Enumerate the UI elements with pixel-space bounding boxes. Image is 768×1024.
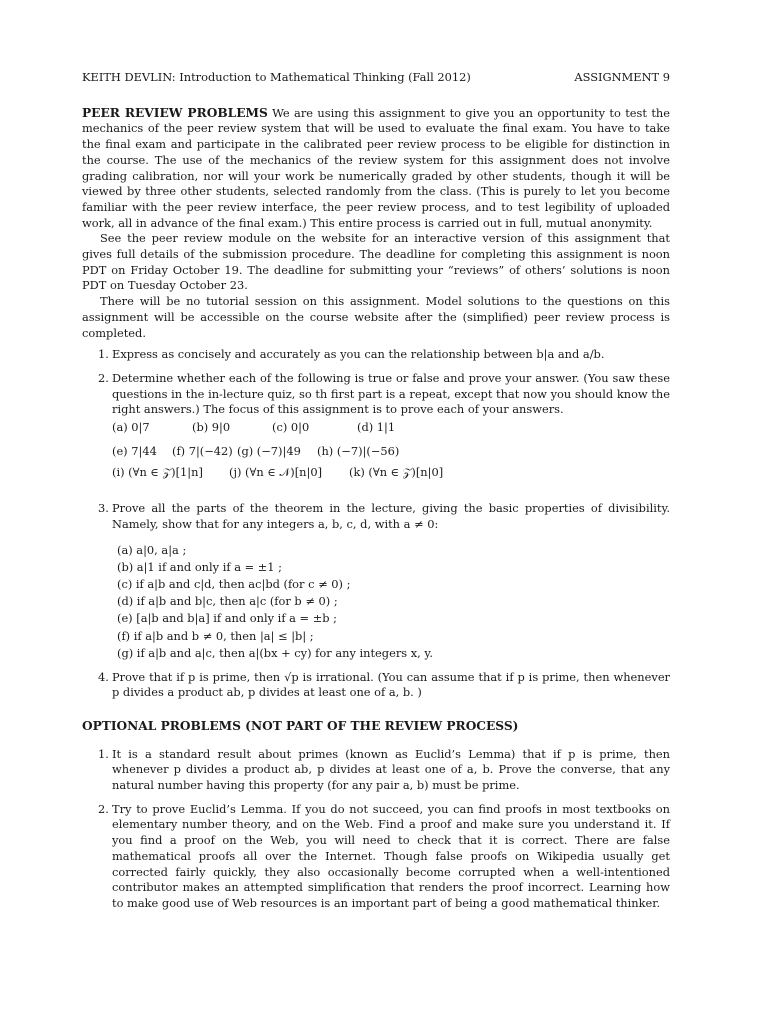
part-j: (j) (∀n ∈ 𝒩)[n|0] xyxy=(229,465,323,480)
problem-number: 1. xyxy=(98,347,109,362)
problem-2-row-3 xyxy=(112,465,670,481)
part-b: (b) 9|0 xyxy=(192,420,231,435)
problem-1 xyxy=(82,347,670,363)
optional-problem-list xyxy=(82,747,670,912)
part-f: (f) if a|b and b ≠ 0, then |a| ≤ |b| ; xyxy=(117,628,314,643)
part-i: (i) (∀n ∈ 𝒵)[1|n] xyxy=(112,465,203,480)
intro-paragraph-2: See the peer review module on the website for an interactive version of this assignment that gives full details of the submission procedure. The deadline for completing this assignment is noon PDT on Friday October 19. The deadline for submitting your “reviews” of others’ solutions is noon PDT on Tuesday October 23. xyxy=(82,231,670,293)
problem-2-row-1 xyxy=(112,420,670,436)
problem-number: 4. xyxy=(98,669,109,684)
problem-number: 3. xyxy=(98,501,109,516)
section-title-optional: OPTIONAL PROBLEMS (NOT PART OF THE REVIEW PROCESS) xyxy=(82,718,519,733)
section-title-peer-review: PEER REVIEW PROBLEMS xyxy=(82,105,268,120)
problem-1-text: Express as concisely and accurately as you can the relationship between b|a and a/b. xyxy=(112,347,605,362)
header-course-title: KEITH DEVLIN: Introduction to Mathematical Thinking (Fall 2012) xyxy=(82,70,471,84)
part-b: (b) a|1 if and only if a = ±1 ; xyxy=(117,559,283,574)
problem-number: 2. xyxy=(98,801,109,816)
part-c: (c) 0|0 xyxy=(272,420,310,435)
problem-3 xyxy=(82,501,670,661)
optional-problem-2-text: Try to prove Euclid’s Lemma. If you do not succeed, you can find proofs in most textbooks on elementary number theory, and on the Web. Find a proof and make sure you understand it. If you find a proof on the Web, you will need to check that it is correct. There are false mathematical proofs all over the Internet. Though false proofs on Wikipedia usually get corrected fairly quickly, they also occasionally become corrupted when a well-intentioned contributor makes an attempted simplification that renders the proof incorrect. Learning how to make good use of Web resources is an important part of being a good mathematical thinker. xyxy=(112,801,670,910)
part-d: (d) if a|b and b|c, then a|c (for b ≠ 0) ; xyxy=(117,594,338,609)
optional-problem-1 xyxy=(82,747,670,794)
part-g: (g) (−7)|49 xyxy=(237,443,301,458)
part-a: (a) a|0, a|a ; xyxy=(117,542,187,557)
intro-paragraph-1 xyxy=(82,106,670,232)
problem-number: 1. xyxy=(98,746,109,761)
optional-problem-1-text: It is a standard result about primes (known as Euclid’s Lemma) that if p is prime, then whenever p divides a product ab, p divides at least one of a, b. Prove the converse, that any natural number having this property (for any pair a, b) must be prime. xyxy=(112,746,670,793)
header-assignment-number: ASSIGNMENT 9 xyxy=(574,70,670,84)
intro-paragraph-3: There will be no tutorial session on this assignment. Model solutions to the questions on this assignment will be accessible on the course website after the (simplified) peer review process is completed. xyxy=(82,294,670,340)
running-header xyxy=(82,70,670,86)
optional-problem-2 xyxy=(82,802,670,912)
problem-3-text: Prove all the parts of the theorem in the lecture, giving the basic properties of divisibility. Namely, show that for any integers a, b, c, d, with a ≠ 0: xyxy=(112,501,670,531)
part-c: (c) if a|b and c|d, then ac|bd (for c ≠ 0) ; xyxy=(117,576,351,591)
problem-list xyxy=(82,347,670,701)
intro-text-1: We are using this assignment to give you an opportunity to test the mechanics of the peer review system that will be used to evaluate the final exam. You have to take the final exam and participate in the calibrated peer review process to be eligible for distinction in the course. The use of the mechanics of the review system for this assignment does not involve grading calibration, nor will your work be numerically graded by other students, though it will be viewed by three other students, selected randomly from the class. (This is purely to let you become familiar with the peer review interface, the peer review process, and to test legibility of uploaded work, all in advance of the final exam.) This entire process is carried out in full, mutual anonymity. xyxy=(82,105,670,230)
part-g: (g) if a|b and a|c, then a|(bx + cy) for any integers x, y. xyxy=(117,645,433,660)
part-e: (e) [a|b and b|a] if and only if a = ±b ; xyxy=(117,611,338,626)
part-a: (a) 0|7 xyxy=(112,420,150,435)
problem-2-text: Determine whether each of the following is true or false and prove your answer. (You saw these questions in the in-lecture quiz, so th first part is a repeat, except that now you should know the right answers.) The focus of this assignment is to prove each of your answers. xyxy=(112,370,670,417)
problem-number: 2. xyxy=(98,370,109,385)
part-e: (e) 7|44 xyxy=(112,443,157,458)
problem-4-text: Prove that if p is prime, then √p is irrational. (You can assume that if p is prime, then whenever p divides a product ab, p divides at least one of a, b. ) xyxy=(112,669,670,700)
problem-2 xyxy=(82,371,670,481)
part-h: (h) (−7)|(−56) xyxy=(317,443,400,458)
document-page xyxy=(82,70,670,920)
problem-2-row-2 xyxy=(112,444,670,460)
problem-4 xyxy=(82,670,670,701)
part-k: (k) (∀n ∈ 𝒵)[n|0] xyxy=(349,465,444,480)
part-d: (d) 1|1 xyxy=(357,420,396,435)
problem-3-parts xyxy=(117,543,670,662)
part-f: (f) 7|(−42) xyxy=(172,443,233,458)
